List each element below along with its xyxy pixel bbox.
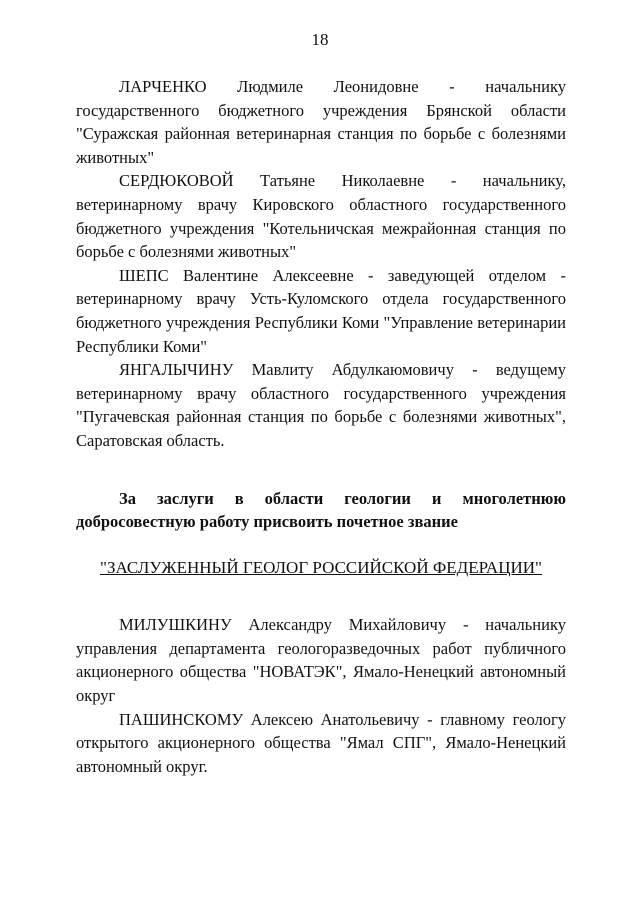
awardee-paragraph: СЕРДЮКОВОЙ Татьяне Николаевне - начальнику, ветеринарному врачу Кировского областного государственного бюджетного учреждения "Котельничская межрайонная станция по борьбе с болезнями животных" (76, 171, 566, 262)
awardee-paragraph: ЯНГАЛЫЧИНУ Мавлиту Абдулкаюмовичу - ведущему ветеринарному врачу областного государственного учреждения "Пугачевская районная станция по борьбе с болезнями животных", Саратовская область. (76, 360, 566, 450)
awardee-paragraph: ЛАРЧЕНКО Людмиле Леонидовне - начальнику государственного бюджетного учреждения Брянской области "Суражская районная ветеринарная станция по борьбе с болезнями животных" (76, 77, 566, 167)
awardee-paragraph: ШЕПС Валентине Алексеевне - заведующей отделом - ветеринарному врачу Усть-Куломского отдела государственного бюджетного учреждения Республики Коми "Управление ветеринарии Республики Коми" (76, 265, 566, 356)
awardee-paragraph: ПАШИНСКОМУ Алексею Анатольевичу - главному геологу открытого акционерного общества "Ямал СПГ", Ямало-Ненецкий автономный округ. (76, 709, 566, 776)
honorary-title: "ЗАСЛУЖЕННЫЙ ГЕОЛОГ РОССИЙСКОЙ ФЕДЕРАЦИИ" (100, 557, 542, 577)
page-number: 18 (311, 30, 329, 49)
document-body (76, 75, 566, 778)
decree-statement: За заслуги в области геологии и многолетнюю добросовестную работу присвоить почетное звание (76, 488, 566, 532)
awardee-paragraph: МИЛУШКИНУ Александру Михайловичу - начальнику управления департамента геологоразведочных работ публичного акционерного общества "НОВАТЭК", Ямало-Ненецкий автономный округ (76, 615, 566, 706)
